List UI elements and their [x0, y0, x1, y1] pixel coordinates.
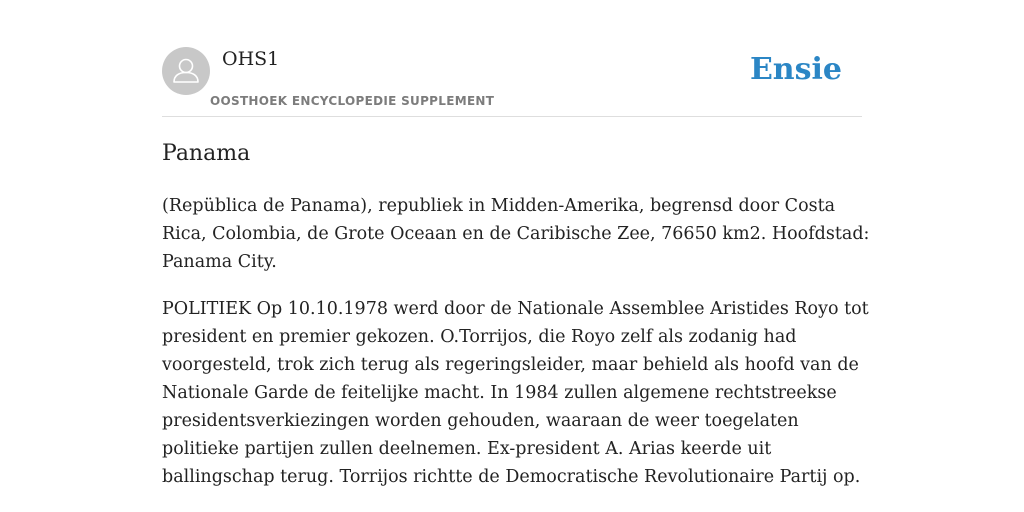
ensie-logo[interactable]: Ensie: [749, 52, 842, 87]
source-name[interactable]: OOSTHOEK ENCYCLOPEDIE SUPPLEMENT: [210, 94, 495, 108]
author-name[interactable]: OHS1: [222, 48, 280, 70]
article-title: Panama: [162, 141, 251, 166]
header: [162, 44, 862, 117]
author-avatar[interactable]: [162, 47, 210, 95]
article-paragraph: POLITIEK Op 10.10.1978 werd door de Nationale Assemblee Aristides Royo tot president en premier gekozen. O.Torrijos, die Royo zelf als zodanig had voorgesteld, trok zich terug als regeringsleider, maar behield als hoofd van de Nationale Garde de feitelijke macht. In 1984 zullen algemene rechtstreekse presidentsverkiezingen worden gehouden, waaraan de weer toegelaten politieke partijen zullen deelnemen. Ex-president A. Arias keerde uit ballingschap terug. Torrijos richtte de Democratische Revolutionaire Partij op.: [162, 299, 869, 487]
user-avatar-icon: [162, 47, 210, 95]
article-paragraph: (Repüblica de Panama), republiek in Midden-Amerika, begrensd door Costa Rica, Colombia, de Grote Oceaan en de Caribische Zee, 76650 km2. Hoofdstad: Panama City.: [162, 196, 870, 272]
